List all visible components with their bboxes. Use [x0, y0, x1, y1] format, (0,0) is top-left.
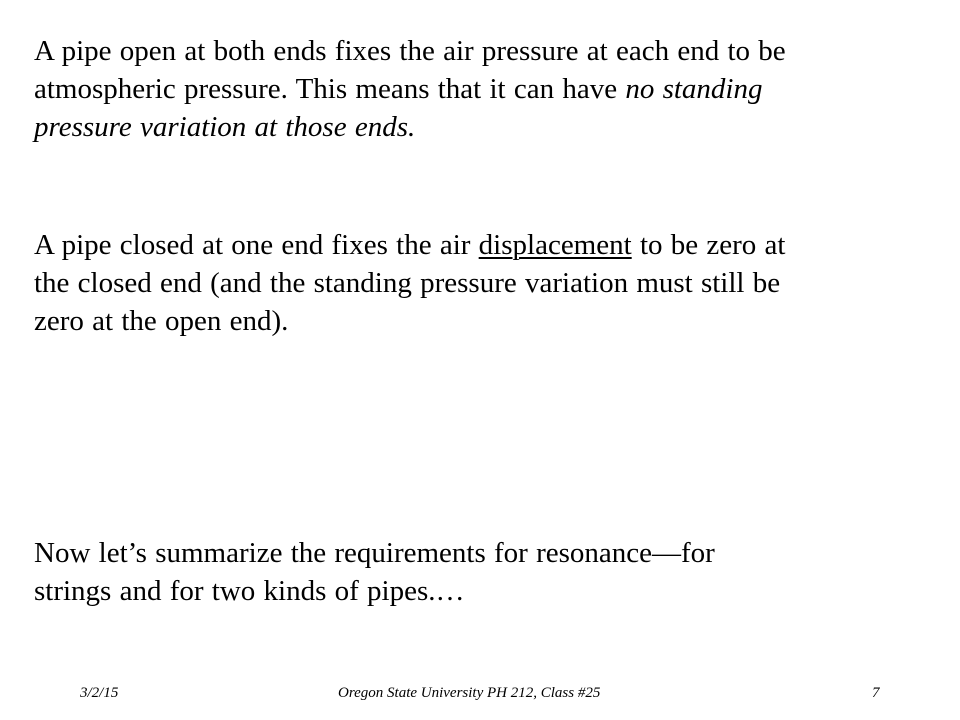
- p1-line2: atmospheric pressure. This means that it can have: [34, 73, 626, 105]
- p3-line2: strings and for two kinds of pipes.…: [34, 575, 465, 607]
- paragraph-summary: [34, 534, 894, 610]
- p1-line1: A pipe open at both ends fixes the air pressure at each end to be: [34, 35, 786, 67]
- p2-underlined-word: displacement: [478, 229, 632, 261]
- p2-line1b: to be zero at: [631, 229, 786, 261]
- p2-line3: zero at the open end).: [34, 305, 289, 337]
- paragraph-closed-pipe: [34, 226, 894, 340]
- p1-line2-italic: no standing: [625, 73, 763, 105]
- p2-line1a: A pipe closed at one end fixes the air: [34, 229, 479, 261]
- footer-course: Oregon State University PH 212, Class #25: [338, 685, 601, 701]
- p2-line2: the closed end (and the standing pressure variation must still be: [34, 267, 781, 299]
- paragraph-open-pipe: [34, 32, 894, 146]
- p3-line1: Now let’s summarize the requirements for resonance—for: [34, 537, 715, 569]
- p1-line3-italic: pressure variation at those ends.: [34, 111, 416, 143]
- footer-date: 3/2/15: [80, 685, 119, 701]
- footer-page-number: 7: [872, 685, 880, 701]
